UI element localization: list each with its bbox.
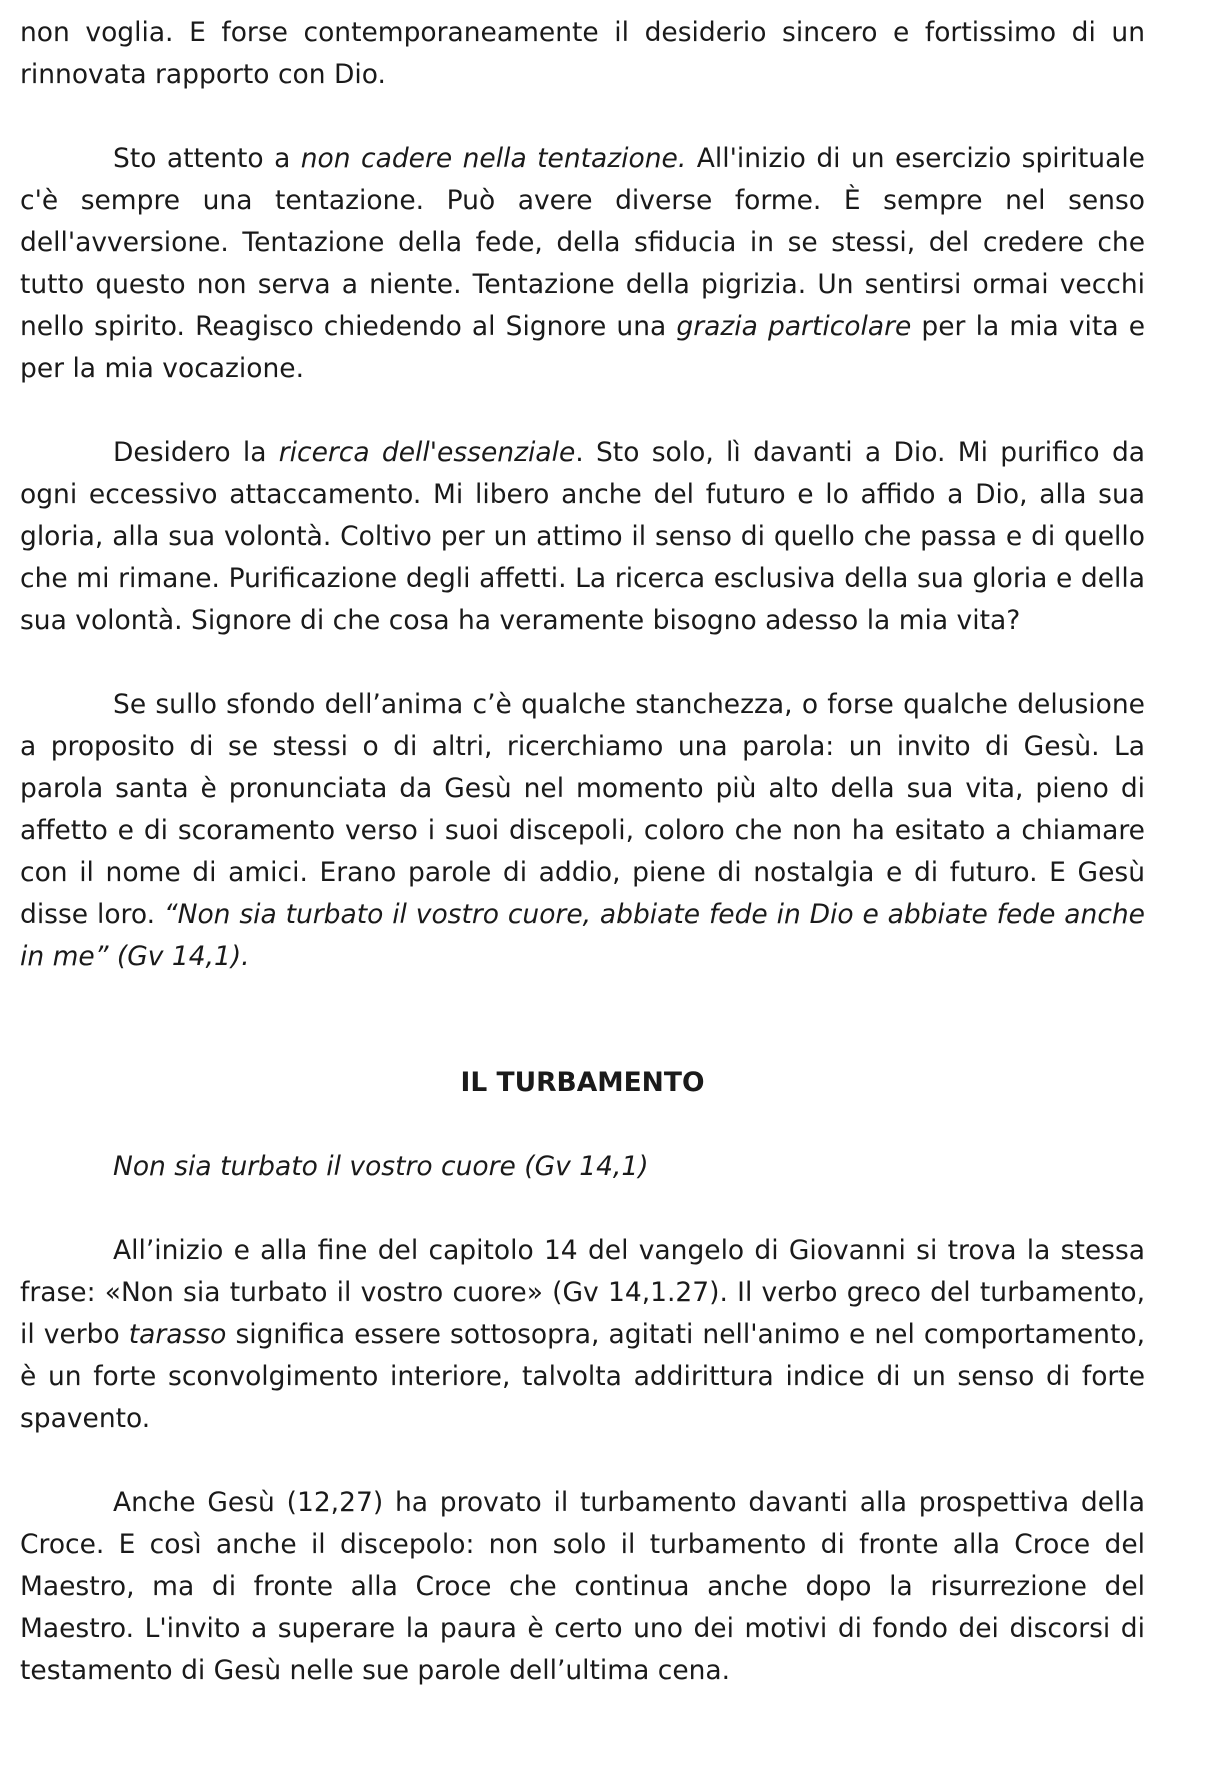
text-run: . Sto solo, lì davanti a Dio. Mi purifico da ogni eccessivo attaccamento. Mi libero anche del futuro e lo affido a Dio, alla sua gloria, alla sua volontà. Coltivo per un attimo il senso di quello che passa e di quello che mi rimane. Purificazione degli affetti. La ricerca esclusiva della sua gloria e della sua volontà. Signore di che cosa ha veramente bisogno adesso la mia vita? bbox=[20, 437, 1146, 636]
italic-run: tarasso bbox=[128, 1319, 227, 1350]
paragraph-tentazione bbox=[20, 138, 1145, 390]
text-run: All’inizio e alla fine del capitolo 14 del vangelo di Giovanni si trova la stessa frase: «Non sia turbato il vostro cuore» (Gv 14,1.27). Il verbo greco del turbamento, il verbo bbox=[20, 1235, 1145, 1350]
text-run: per la mia vita e per la mia vocazione. bbox=[20, 311, 1145, 384]
text-run: Se sullo sfondo dell’anima c’è qualche stanchezza, o forse qualche delusione a proposito di se stessi o di altri, ricerchiamo una parola: un invito di Gesù. La parola santa è pronunciata da Gesù nel momento più alto della sua vita, pieno di affetto e di scoramento verso i suoi discepoli, coloro che non ha esitato a chiamare con il nome di amici. Erano parole di addio, piene di nostalgia e di futuro. E Gesù disse loro. bbox=[20, 689, 1145, 930]
paragraph-giovanni bbox=[20, 1230, 1145, 1440]
document-page bbox=[20, 12, 1145, 1692]
text-run: All'inizio di un esercizio spirituale c'è sempre una tentazione. Può avere diverse forme. È sempre nel senso dell'avversione. Tentazione della fede, della sfiducia in se stessi, del credere che tutto questo non serva a niente. Tentazione della pigrizia. Un sentirsi ormai vecchi nello spirito. Reagisco chiedendo al Signore una bbox=[20, 143, 1145, 342]
paragraph-intro: non voglia. E forse contemporaneamente il desiderio sincero e fortissimo di un rinnovata rapporto con Dio. bbox=[20, 17, 1145, 90]
italic-run: grazia particolare bbox=[676, 311, 912, 342]
text-run: Desidero la bbox=[113, 437, 279, 468]
text-run: significa essere sottosopra, agitati nell'animo e nel comportamento, è un forte sconvolgimento interiore, talvolta addirittura indice di un senso di forte spavento. bbox=[20, 1319, 1145, 1434]
paragraph-essenziale bbox=[20, 432, 1145, 642]
paragraph-croce: Anche Gesù (12,27) ha provato il turbamento davanti alla prospettiva della Croce. E così anche il discepolo: non solo il turbamento di fronte alla Croce del Maestro, ma di fronte alla Croce che continua anche dopo la risurrezione del Maestro. L'invito a superare la paura è certo uno dei motivi di fondo dei discorsi di testamento di Gesù nelle sue parole dell’ultima cena. bbox=[20, 1487, 1145, 1686]
text-run: Sto attento a bbox=[113, 143, 301, 174]
italic-run: ricerca dell'essenziale bbox=[278, 437, 576, 468]
italic-run: Non sia turbato il vostro cuore (Gv 14,1) bbox=[113, 1151, 649, 1182]
epigraph-quote bbox=[20, 1146, 1145, 1188]
paragraph-stanchezza bbox=[20, 684, 1145, 978]
section-heading: IL TURBAMENTO bbox=[460, 1067, 705, 1098]
italic-run: “Non sia turbato il vostro cuore, abbiate fede in Dio e abbiate fede anche in me” (Gv 14,1). bbox=[20, 899, 1145, 972]
italic-run: non cadere nella tentazione. bbox=[300, 143, 687, 174]
